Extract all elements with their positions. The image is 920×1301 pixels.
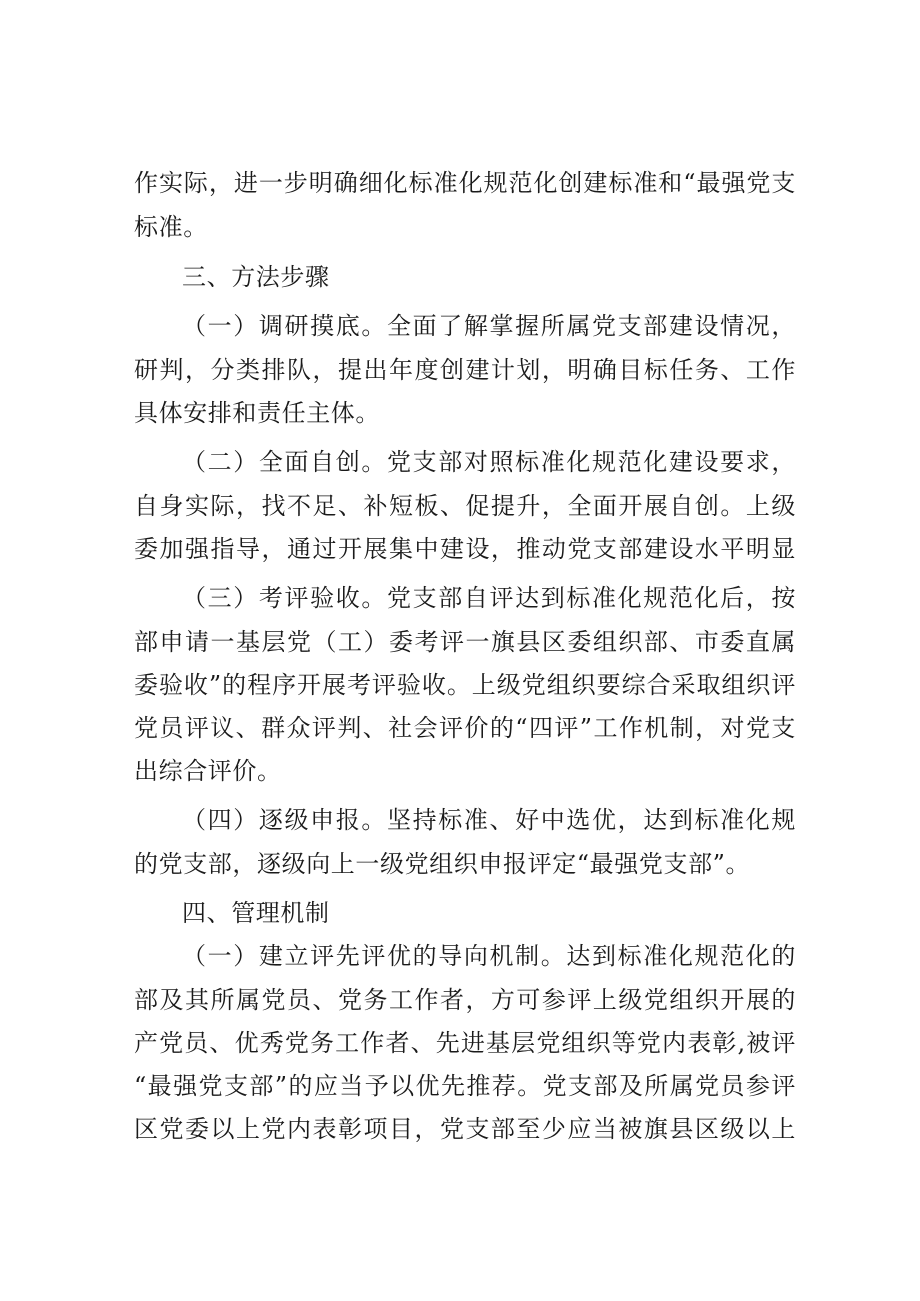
text-line: （三）考评验收。党支部自评达到标准化规范化后，按 xyxy=(182,584,796,612)
text-line: 产党员、优秀党务工作者、先进基层党组织等党内表彰,被评 xyxy=(134,1029,796,1057)
text-line: （一）调研摸底。全面了解掌握所属党支部建设情况， xyxy=(182,312,796,340)
text-line: （二）全面自创。党支部对照标准化规范化建设要求， xyxy=(182,448,796,476)
text-line: 自身实际，找不足、补短板、促提升，全面开展自创。上级 xyxy=(134,492,796,520)
text-line: 委验收”的程序开展考评验收。上级党组织要综合采取组织评 xyxy=(134,671,796,699)
text-line: 部申请一基层党（工）委考评一旗县区委组织部、市委直属 xyxy=(134,628,796,656)
text-line: 委加强指导，通过开展集中建设，推动党支部建设水平明显 xyxy=(134,535,796,563)
text-line: 党员评议、群众评判、社会评价的“四评”工作机制，对党支 xyxy=(134,714,796,742)
text-line: 出综合评价。 xyxy=(134,757,282,785)
text-line: 的党支部，逐级向上一级党组织申报评定“最强党支部”。 xyxy=(134,850,751,878)
text-line: 研判，分类排队，提出年度创建计划，明确目标任务、工作 xyxy=(134,356,796,384)
text-line: （一）建立评先评优的导向机制。达到标准化规范化的 xyxy=(182,942,796,970)
text-line: “最强党支部”的应当予以优先推荐。党支部及所属党员参评 xyxy=(134,1072,796,1100)
text-line: （四）逐级申报。坚持标准、好中选优，达到标准化规 xyxy=(182,806,796,834)
text-line: 标准。 xyxy=(134,213,208,241)
section-heading: 三、方法步骤 xyxy=(182,263,330,291)
text-line: 区党委以上党内表彰项目，党支部至少应当被旗县区级以上 xyxy=(134,1115,796,1143)
section-heading: 四、管理机制 xyxy=(182,899,330,927)
text-line: 具体安排和责任主体。 xyxy=(134,399,380,427)
text-line: 作实际，进一步明确细化标准化规范化创建标准和“最强党支 xyxy=(134,169,796,197)
text-line: 部及其所属党员、党务工作者，方可参评上级党组织开展的 xyxy=(134,986,796,1014)
